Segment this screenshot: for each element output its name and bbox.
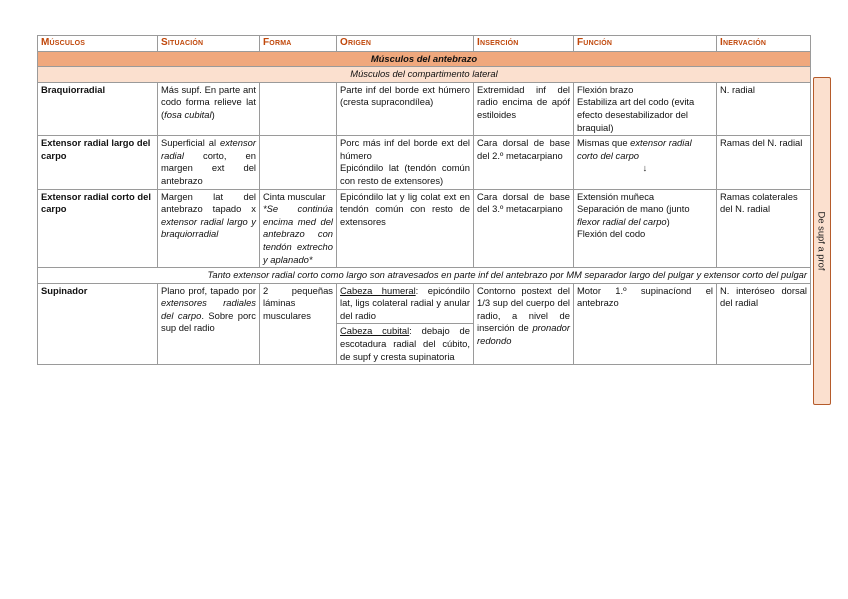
cell-text: ) [666,215,670,227]
header-insercion: Inserción [474,36,574,52]
cell-text-italic: pronador redondo [477,322,570,347]
cell-forma [260,189,337,268]
cell-origen: Epicóndilo lat y lig colat ext en tendón común con resto de extensores [337,189,474,268]
cell-funcion: Motor 1.º supinacíond el antebrazo [574,283,717,365]
cell-line: Flexión del codo [577,228,646,240]
cell-line-italic: *Se continúa encima med del antebrazo con tendón extrecho y aplanado* [263,203,333,265]
note-text: Tanto extensor radial corto como largo son atravesados en parte inf del antebrazo por MM separador largo del pulgar y extensor corto del pulgar [38,268,811,284]
header-row [38,36,811,52]
cell-funcion [574,189,717,268]
section-title: Músculos del antebrazo [38,51,811,67]
cell-inervacion: N. radial [717,82,811,135]
muscle-name: Extensor radial corto del carpo [38,189,158,268]
arrow-down-icon: ↓ [642,162,648,174]
cell-insercion: Cara dorsal de base del 3.º metacarpiano [474,189,574,268]
cell-text: Superficial al [161,137,221,149]
cell-text-italic: flexor radial del carpo [577,215,667,227]
cell-forma: 2 pequeñas láminas musculares [260,283,337,365]
muscle-name: Supinador [38,283,158,365]
section-row [38,51,811,67]
cell-text: . Sobre porc sup del radio [161,309,256,334]
cell-situacion [158,82,260,135]
cell-inervacion: Ramas colaterales del N. radial [717,189,811,268]
cell-situacion [158,136,260,189]
side-tab [813,77,831,405]
side-tab-label: De supf a prof [816,211,828,271]
table-row [38,283,811,365]
cell-text: Mismas que [577,137,631,149]
cell-origen [337,136,474,189]
cell-text-italic: extensor radial largo y braquiorradial [161,215,256,240]
cell-insercion: Cara dorsal de base del 2.º metacarpiano [474,136,574,189]
cell-origen [337,283,474,365]
cell-text: : epicóndilo lat, ligs colateral radial y anular del radio [340,284,470,321]
table-row [38,136,811,189]
table-row [38,189,811,268]
cell-text-italic: extensor radial [161,137,256,161]
muscle-name: Braquiorradial [38,82,158,135]
cell-inervacion: N. interóseo dorsal del radial [717,283,811,365]
cell-origen: Parte inf del borde ext húmero (cresta supracondílea) [337,82,474,135]
cell-line [577,203,713,228]
cell-line: Epicóndilo lat (tendón común con resto de extensores) [340,162,470,186]
cell-line: Porc más inf del borde ext del húmero [340,137,470,161]
cell-line: Flexión brazo [577,83,634,95]
cell-line: Estabiliza art del codo (evita efecto desestabilizador del braquial) [577,96,695,133]
cell-text-italic: fosa cubital [164,108,212,120]
header-inervacion: Inervación [717,36,811,52]
cell-situacion [158,189,260,268]
cell-forma [260,82,337,135]
header-funcion: Función [574,36,717,52]
origen-humeral [340,285,470,323]
header-forma: Forma [260,36,337,52]
cell-text: Más supf. En parte ant codo forma relieve lat ( [161,83,256,120]
cell-funcion [574,82,717,135]
cell-insercion [474,283,574,365]
table-row [38,82,811,135]
subsection-row [38,67,811,83]
cell-line: Cinta muscular [263,190,326,202]
cell-forma [260,136,337,189]
header-situacion: Situación [158,36,260,52]
header-origen: Origen [337,36,474,52]
cell-text-underlined: Cabeza humeral [340,284,416,296]
cell-text: ) [211,108,215,120]
cell-situacion [158,283,260,365]
cell-inervacion: Ramas del N. radial [717,136,811,189]
muscles-table [37,35,811,365]
cell-insercion: Extremidad inf del radio encima de apóf estiloides [474,82,574,135]
header-musculos: Músculos [38,36,158,52]
cell-text: Plano prof, tapado por [161,284,256,296]
origen-cubital [337,323,473,363]
cell-text-underlined: Cabeza cubital [340,325,410,337]
cell-text: corto, en margen ext del antebrazo [161,149,256,186]
cell-text-italic: extensor radial corto del carpo [577,137,692,161]
cell-text-italic: extensores radiales del carpo [161,297,256,321]
cell-text: Contorno postext del 1/3 sup del cuerpo del radio, a nivel de inserción de [477,284,570,334]
cell-text: : debajo de escotadura radial del cúbito, de supf y cresta supinatoria [340,325,470,362]
muscle-name: Extensor radial largo del carpo [38,136,158,189]
cell-funcion [574,136,717,189]
subsection-title: Músculos del compartimento lateral [38,67,811,83]
cell-line: Extensión muñeca [577,190,655,202]
cell-text: Separación de mano (junto [577,203,690,215]
cell-text: Margen lat del antebrazo tapado x [161,190,256,215]
note-row [38,268,811,284]
